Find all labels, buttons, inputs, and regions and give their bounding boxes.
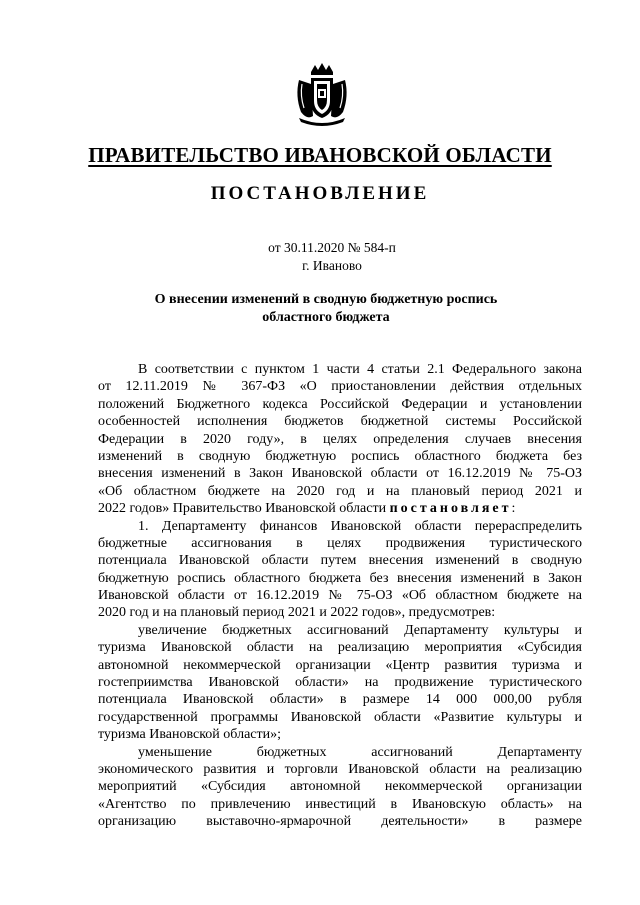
body-line: потенциала Ивановской области» в размере 14 000 000,00 рубля [98,692,582,708]
resolves-colon: : [511,501,516,517]
body-line: «Об областном бюджете на 2020 год и на плановый период 2021 и [98,483,582,499]
document-subject-line: О внесении изменений в сводную бюджетную роспись [154,292,498,307]
body-line: 1. Департаменту финансов Ивановской области перераспределить [138,518,582,534]
body-line: от 12.11.2019 № 367-ФЗ «О приостановлении действия отдельных [98,379,582,395]
body-line: внесения изменений в Закон Ивановской области от 16.12.2019 № 75-ОЗ [98,466,582,482]
government-title: ПРАВИТЕЛЬСТВО ИВАНОВСКОЙ ОБЛАСТИ [88,143,552,167]
body-line: положений Бюджетного кодекса Российской Федерации и установлении [98,396,582,412]
body-line: автономной некоммерческой организации «Центр развития туризма и [98,657,582,673]
body-line: организацию выставочно-ярмарочной деятельности» в размере [98,814,582,830]
body-line: туризма Ивановской области»; [98,727,281,743]
document-body [98,361,582,831]
body-line: В соответствии с пунктом 1 части 4 статьи 2.1 Федерального закона [138,362,582,377]
body-line: увеличение бюджетных ассигнований Департаменту культуры и [138,622,582,638]
document-city: г. Иваново [302,258,362,273]
body-line: уменьшение бюджетных ассигнований Департаменту [138,744,582,760]
body-line: гостеприимства Ивановской области» на продвижение туристического [98,675,582,691]
body-line: изменений в сводную бюджетную роспись областного бюджета без [98,448,582,464]
resolves-word: постановляет [389,501,512,517]
body-line: бюджетную роспись областного бюджета без внесения изменений в Закон [98,570,582,586]
coat-of-arms-icon [293,62,351,126]
body-line: потенциала Ивановской области путем внесения изменений в сводную [98,553,582,569]
body-line: 2020 год и на плановый период 2021 и 2022 годов», предусмотрев: [98,605,496,621]
body-line: Ивановской области от 16.12.2019 № 75-ОЗ «Об областном бюджете на [98,588,582,604]
body-line: туризма Ивановской области на реализацию мероприятия «Субсидия [98,640,582,656]
body-line: мероприятий «Субсидия автономной некоммерческой организации [98,779,582,795]
body-line: государственной программы Ивановской области «Развитие культуры и [98,709,582,725]
body-line-text: 2022 годов» Правительство Ивановской области [98,501,387,517]
document-subject-line: областного бюджета [262,310,390,325]
body-line [98,500,582,517]
body-line: бюджетные ассигнования в целях продвижения туристического [98,535,582,551]
document-type: ПОСТАНОВЛЕНИЕ [210,183,430,204]
body-line: особенностей исполнения бюджетов бюджетной системы Российской [98,414,582,430]
body-line: «Агентство по привлечению инвестиций в Ивановскую область» на [98,796,582,812]
body-line: Федерации в 2020 году», в целях определения случаев внесения [98,431,582,447]
body-line: экономического развития и торговли Ивановской области на реализацию [98,761,582,777]
document-date-number: от 30.11.2020 № 584-п [268,240,396,255]
